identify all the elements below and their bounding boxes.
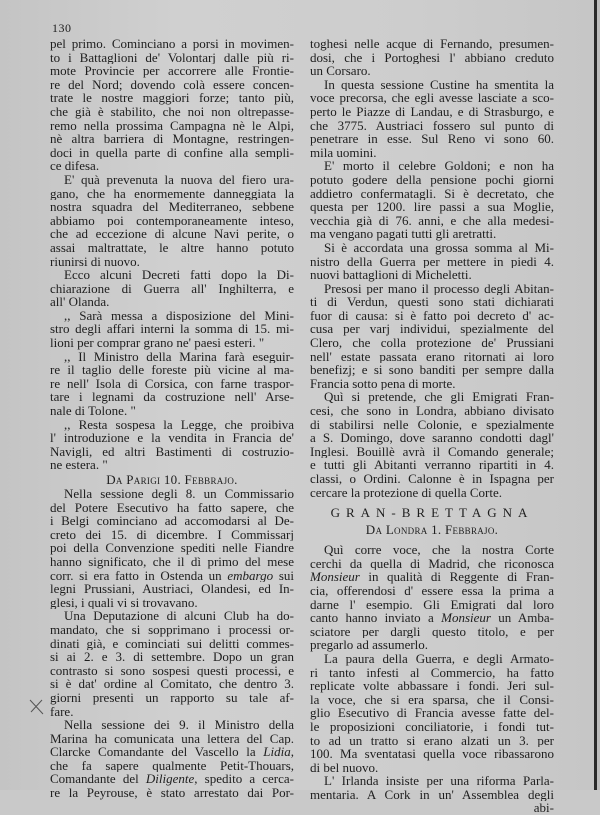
- text-line: di bel nuovo.: [310, 760, 379, 775]
- text-line: che 3775. Austriaci fossero sul punto di: [310, 118, 554, 133]
- text-line: classi, o Ordini. Calonne è in Ispagna per: [310, 472, 554, 486]
- text-line: cercare la protezione di quella Corte.: [310, 485, 503, 500]
- paragraph-decree-forests: [50, 350, 294, 418]
- text-segment: sui: [273, 568, 294, 583]
- text-line: re nell' Isola di Corsica, con farne traspor-: [50, 376, 294, 391]
- paragraph-emigrati: [310, 390, 554, 499]
- text-line: mote Provincie per accorrere alle Frontie-: [50, 64, 294, 78]
- text-line: ma vengano pagati tutti gli aretratti.: [310, 227, 497, 241]
- text-line: re il taglio delle foreste più vicine al ma-: [50, 363, 294, 377]
- text-line: si ai 2. e 3. di settembre. Dopo un gran: [50, 650, 294, 664]
- text-line-monsieur: [310, 570, 554, 584]
- italic-word-lidia: Lidia: [263, 745, 291, 759]
- text-line: cusa per varj individui, spezialmente del: [310, 322, 554, 337]
- page-number: 130: [52, 21, 72, 35]
- text-segment: , spedito a cerca-: [194, 772, 294, 787]
- text-line: nè altra barriera di Montagne, restringen-: [50, 132, 294, 146]
- text-line: 100. Ma sventatasi quella voce ribassarono: [310, 747, 554, 761]
- paragraph-ireland: [310, 774, 554, 801]
- text-line: i Belgi cominciano ad accomodarsi al De-: [50, 514, 294, 528]
- text-line: benefizj; e si sono banditi per sempre dalla: [310, 363, 554, 377]
- paragraph-belgium-lines: [50, 487, 294, 569]
- text-line: re del Nord; dovendo colà essere concen-: [50, 77, 294, 92]
- text-line: darne l' esempio. Gli Emigrati dal loro: [310, 597, 554, 612]
- section-heading-gran-brettagna: GRAN-BRETTAGNA: [330, 505, 534, 521]
- text-line-monsieur-2: [310, 611, 554, 625]
- text-line: tare i legnami da costruzione nell' Arse-: [50, 390, 294, 405]
- text-line: ti di Verdun, questi sono stati dichiarati: [310, 295, 554, 309]
- text-line: E' morto il celebre Goldoni; e non ha: [324, 159, 554, 173]
- text-line: di stabilirsi nelle Colonie, e spezialmente: [310, 417, 554, 432]
- paragraph-portuguese: [310, 37, 554, 78]
- text-line: ri tanto infesti al Commercio, ha fatto: [310, 665, 554, 680]
- text-line: ,, Resta sospesa la Legge, che proibiva: [64, 417, 294, 432]
- paragraph-goldoni: [310, 159, 554, 241]
- text-line: remo nella prossima Campagna nè le Alpi,: [50, 118, 294, 133]
- text-line: In questa sessione Custine ha smentita la: [324, 77, 554, 92]
- text-line: toghesi nelle acque di Fernando, presumen-: [310, 37, 554, 51]
- text-line: dinati già, e cominciati sui delitti commes-: [50, 636, 294, 651]
- text-line: E' quà prevenuta la nuova del fiero ura-: [64, 172, 294, 187]
- paragraph-club-deputation: [50, 609, 294, 718]
- text-line: stro degli affari interni la somma di 15. mi-: [50, 322, 294, 337]
- text-line: Marina ha comunicata una lettera del Cap.: [50, 731, 294, 746]
- text-line: Quì si pretende, che gli Emigrati Fran-: [324, 390, 554, 405]
- text-line: nale di Tolone. ": [50, 404, 136, 418]
- text-line: potuto godere della pensione pochi giorni: [310, 172, 554, 187]
- text-line: Ecco alcuni Decreti fatti dopo la Di-: [64, 268, 294, 282]
- text-line: hanno significato, che il dì primo del mese: [50, 554, 294, 569]
- text-line: Francia sotto pena di morte.: [310, 376, 456, 391]
- text-line: Quì corre voce, che la nostra Corte: [324, 543, 554, 557]
- paragraph-mobilization: [50, 37, 294, 173]
- text-segment: ,: [290, 745, 294, 759]
- text-line: mentaria. A Cork in un' Assemblea degli: [310, 787, 554, 802]
- text-line: glesi, i quali vi si trovavano.: [50, 595, 198, 610]
- text-line: L' Irlanda insiste per una riforma Parla-: [324, 774, 554, 788]
- text-line: del Potere Esecutivo ha fatto sapere, che: [50, 500, 294, 515]
- text-line: gano, che ha enormemente danneggiata la: [50, 186, 294, 201]
- paragraph-decree-grain: [50, 309, 294, 350]
- text-line: cesi, che sono in Londra, abbiano divisato: [310, 404, 554, 418]
- text-line: Nella sessione degli 8. un Commissario: [64, 487, 294, 501]
- text-line: e tutti gli Abitanti verranno ripartiti in 4.: [310, 458, 554, 472]
- text-line: Clero, che colla protezione de' Prussiani: [310, 336, 554, 350]
- italic-word-monsieur: Monsieur: [441, 611, 491, 625]
- text-line: mandato, che si sopprimano i processi or-: [50, 622, 294, 637]
- italic-word-embargo: embargo: [227, 568, 274, 583]
- text-line: Presosi per mano il processo degli Abitan-: [324, 281, 554, 296]
- text-line: ne estera. ": [50, 458, 108, 472]
- text-line: pel primo. Cominciano a porsi in movimen-: [50, 37, 294, 51]
- text-line: vecchia già di 76. anni, e che alla medesi-: [310, 213, 554, 228]
- text-line: nostra squadra del Mediterraneo, sebbene: [50, 200, 294, 214]
- text-line: riunirsi di nuovo.: [50, 254, 140, 269]
- right-column: [310, 0, 554, 815]
- text-line: giorni presenti un rapporto su tale af-: [50, 690, 294, 705]
- text-line-diligente: [50, 772, 294, 786]
- paragraph-monsieur-lines: [310, 543, 554, 570]
- text-line: contrasto si sono sospesi questi processi, e: [50, 663, 294, 678]
- text-line: nell' estate passata erano ritornati ai loro: [310, 349, 554, 364]
- text-line: fuor di causa: si è fatto poi decreto d' ac-: [310, 308, 554, 323]
- text-line: sciatore per dargli questo titolo, e per: [310, 624, 554, 639]
- text-line: le proposizioni conciliatorie, i fondi tut-: [310, 719, 554, 734]
- paragraph-peyrouse-lines: [50, 718, 294, 745]
- text-line: voce precorsa, che egli avesse lasciate a sco-: [310, 91, 554, 105]
- text-line: un Corsaro.: [310, 64, 371, 78]
- text-line: la voce, che si era sparsa, che il Consi-: [310, 692, 554, 707]
- italic-word-monsieur: Monsieur: [310, 570, 360, 584]
- text-line: pregarlo ad assumerlo.: [310, 638, 429, 652]
- paragraph-decrees-intro: [50, 268, 294, 309]
- text-line: che ad eccezione di alcune Navi perite, o: [50, 227, 294, 241]
- text-line: trate le nostre maggiori forze; tanto più,: [50, 91, 294, 105]
- text-line: ,, Sarà messa a disposizione del Mini-: [64, 308, 294, 323]
- text-line: Si è accordata una grossa somma al Mi-: [324, 240, 554, 255]
- text-segment: Comandante del: [50, 772, 146, 787]
- text-line-lidia: [50, 745, 294, 759]
- text-line: abbiamo poi contemporaneamente inteso,: [50, 213, 294, 228]
- text-line: legni Prussiani, Austriaci, Olandesi, ed In-: [50, 582, 294, 596]
- text-line: che già è stabilito, che noi non oltrepasse-: [50, 104, 294, 119]
- text-line: to ad un tratto si erano alzati un 3. per: [310, 733, 554, 748]
- text-line: assai maltrattate, le altre hanno potuto: [50, 240, 294, 255]
- text-line: cia, offerendosi d' essere essa la prima a: [310, 583, 554, 598]
- text-line: perto le Piazze di Landau, e di Strasburgo, e: [310, 104, 554, 119]
- text-line: all' Olanda.: [50, 295, 110, 309]
- text-segment: in qualità di Reggente di Fran-: [359, 570, 554, 584]
- text-segment: canto hanno inviato a: [310, 611, 442, 625]
- handwritten-x-mark: [28, 698, 46, 716]
- text-line: dosi, che i Portoghesi l' abbiano creduto: [310, 50, 554, 65]
- paragraph-custine: [310, 78, 554, 160]
- paragraph-micheletti: [310, 241, 554, 282]
- text-line: Una Deputazione di alcuni Club ha do-: [64, 609, 294, 623]
- text-line: a S. Domingo, dove saranno condotti dagl': [310, 431, 554, 445]
- paragraph-monsieur: [310, 543, 554, 652]
- text-line: chiarazione di Guerra all' Inghilterra, e: [50, 281, 294, 296]
- text-line: addietro confermatagli. Si è decretato, che: [310, 186, 554, 201]
- text-segment: corr. si era fatto in Ostenda un: [50, 568, 228, 583]
- text-line-embargo: [50, 569, 294, 583]
- text-line: replicate volte abbassare i fondi. Jeri sul-: [310, 679, 554, 693]
- paragraph-verdun: [310, 282, 554, 391]
- text-line: questa per 1200. lire passi a sua Moglie,: [310, 200, 554, 214]
- text-line: che fa sapere qualmente Petit-Thouars,: [50, 758, 294, 773]
- text-line: lioni per comprar grano ne' paesi esteri. ": [50, 336, 265, 350]
- text-line: Inglesi. Bouillè avrà il Comando generale;: [310, 444, 554, 459]
- dateline-london: Da Londra 1. Febbrajo.: [365, 522, 499, 538]
- text-segment: un Amba-: [490, 611, 554, 625]
- paragraph-belgium: [50, 487, 294, 609]
- text-line: penetrare in esse. Sul Reno vi sono 60.: [310, 132, 554, 146]
- text-line: cerchi da quella di Madrid, che riconosca: [310, 556, 554, 571]
- catchword: abi-: [533, 801, 554, 815]
- text-line: mila uomini.: [310, 145, 377, 160]
- text-line: fare.: [50, 704, 74, 719]
- text-line: La paura della Guerra, e degli Armato-: [324, 651, 554, 666]
- text-line: doci in quella parte di confine alla sempli-: [50, 145, 294, 160]
- left-column: [50, 37, 294, 800]
- paragraph-war-fear: [310, 652, 554, 774]
- paragraph-peyrouse: [50, 718, 294, 800]
- text-line: nistro della Guerra per mettere in piedi 4.: [310, 254, 554, 269]
- text-segment: Clarcke Comandante del Vascello la: [50, 745, 264, 759]
- text-line: to i Battaglioni de' Volontarj dalle più ri-: [50, 50, 294, 65]
- text-line: l' introduzione e la vendita in Francia de': [50, 431, 294, 445]
- text-line: Nella sessione dei 9. il Ministro della: [64, 718, 294, 732]
- text-line: glio Esecutivo di Francia avesse fatte del-: [310, 706, 554, 720]
- italic-word-diligente: Diligente: [145, 772, 195, 787]
- paragraph-monsieur-end: [310, 625, 554, 652]
- text-line: ce difesa.: [50, 159, 100, 173]
- dateline-paris: Da Parigi 10. Febbrajo.: [106, 472, 238, 487]
- text-line: re la Peyrouse, è stato arrestato dai Por-: [50, 786, 294, 800]
- paragraph-monsieur-mid: [310, 584, 554, 611]
- text-line: creto dei 15. di dicembre. I Commissarj: [50, 527, 294, 542]
- text-line: si è dat' ordine al Comitato, che dentro 3.: [50, 677, 294, 691]
- text-line: Navigli, ed altri Bastimenti di costruzio-: [50, 444, 294, 459]
- paragraph-belgium-end: [50, 582, 294, 609]
- text-line: poi della Convenzione spediti nelle Fiandre: [50, 541, 294, 555]
- paragraph-decree-ships: [50, 418, 294, 472]
- text-line: ,, Il Ministro della Marina farà eseguir-: [64, 349, 294, 364]
- paragraph-hurricane: [50, 173, 294, 268]
- text-line: nuovi battaglioni di Micheletti.: [310, 268, 472, 282]
